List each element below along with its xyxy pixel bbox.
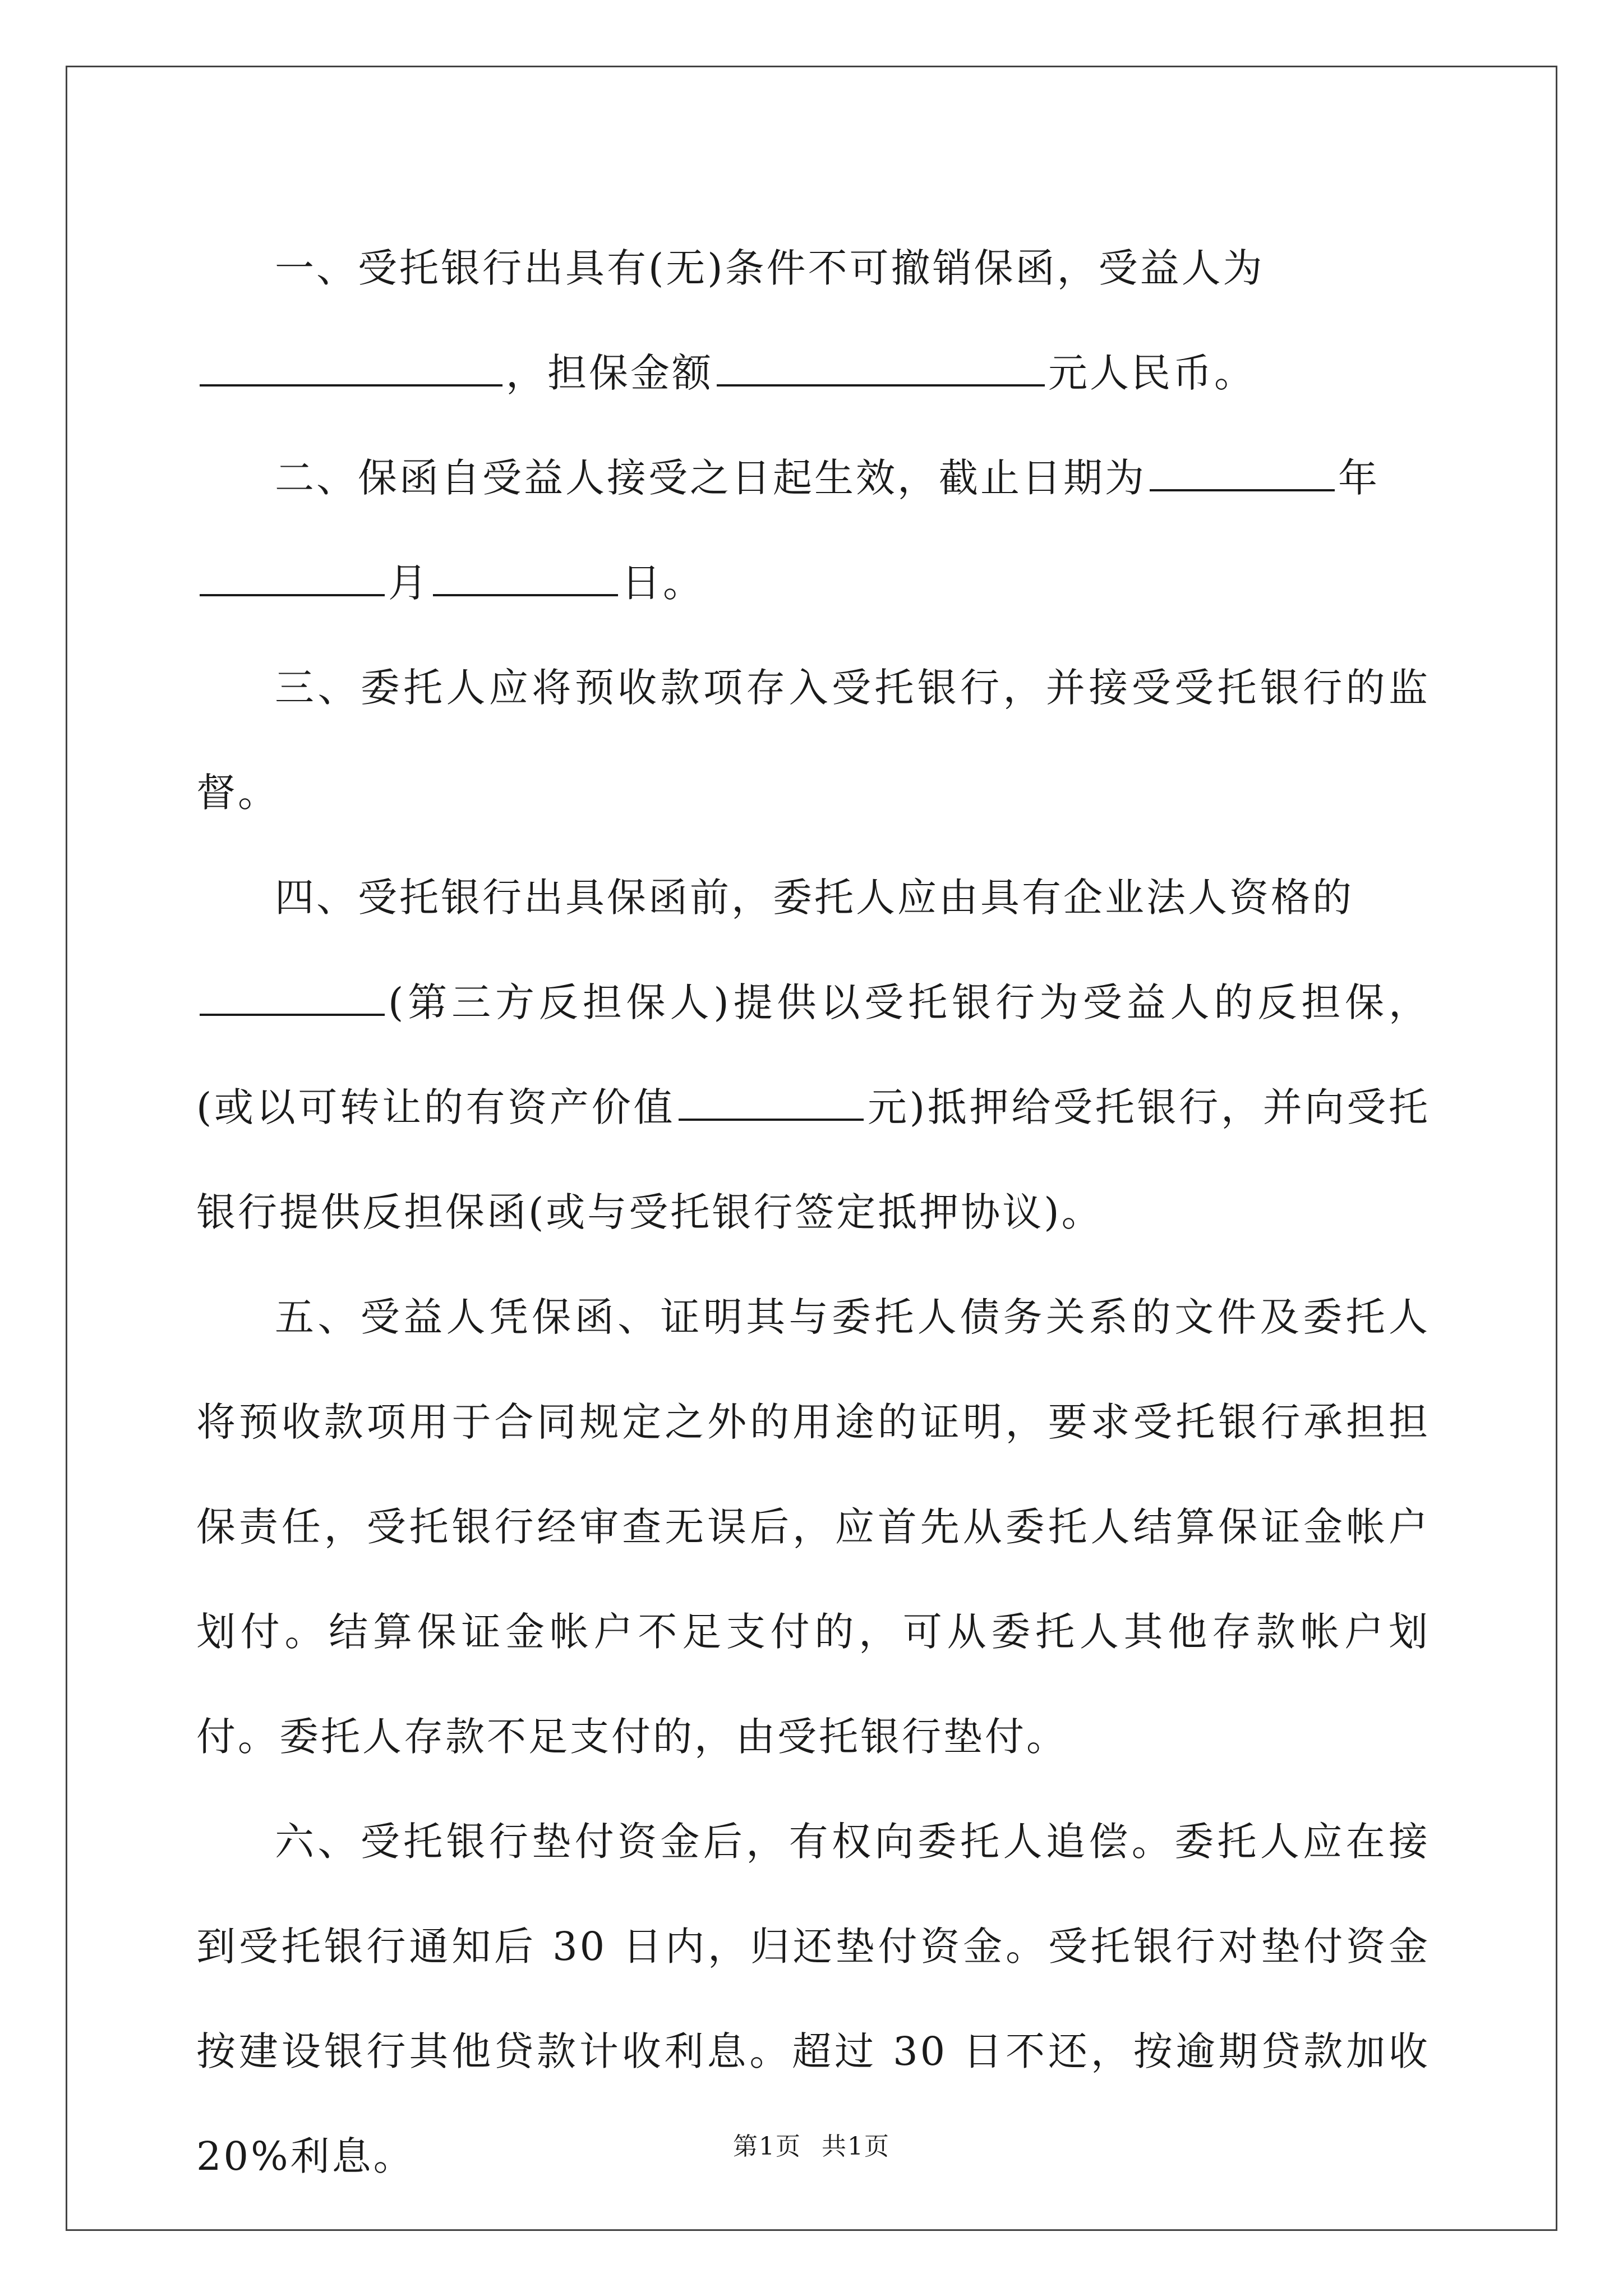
clause-3-text: 三、委托人应将预收款项存入受托银行，并接受受托银行的监督。 bbox=[196, 665, 1430, 816]
clause-4 bbox=[196, 845, 1430, 1265]
clause-4-text-b: (第三方反担保人)提供以受托银行为受益人的反担保，(或以可转让的有资产价值 bbox=[196, 979, 1430, 1130]
clause-2-text-c: 月 bbox=[388, 560, 430, 606]
clause-1 bbox=[196, 216, 1430, 426]
clause-2 bbox=[196, 426, 1430, 636]
clause-6-text: 六、受托银行垫付资金后，有权向委托人追偿。委托人应在接到受托银行通知后 30 日内，归还垫付资金。受托银行对垫付资金按建设银行其他贷款计收利息。超过 30 日不还，按逾期贷款加收 20%利息。 bbox=[196, 1819, 1430, 2179]
page-number-current: 第1页 bbox=[733, 2132, 801, 2161]
clause-4-text-c: 元)抵押给受托银行，并向受托银行提供反担保函(或与受托银行签定抵押协议)。 bbox=[196, 1084, 1431, 1235]
clause-2-text-a: 二、保函自受益人接受之日起生效，截止日期为 bbox=[275, 455, 1146, 501]
clause-5 bbox=[196, 1265, 1430, 1789]
clause-3 bbox=[196, 636, 1430, 845]
page-number-total: 共1页 bbox=[822, 2132, 890, 2161]
guarantee-amount-blank[interactable] bbox=[717, 352, 1045, 386]
clause-5-text: 五、受益人凭保函、证明其与委托人债务关系的文件及委托人将预收款项用于合同规定之外的用途的证明，要求受托银行承担担保责任，受托银行经审查无误后，应首先从委托人结算保证金帐户划付。结算保证金帐户不足支付的，可从委托人其他存款帐户划付。委托人存款不足支付的，由受托银行垫付。 bbox=[196, 1294, 1430, 1760]
beneficiary-blank[interactable] bbox=[200, 352, 502, 386]
expiry-year-blank[interactable] bbox=[1150, 457, 1335, 491]
clause-2-text-d: 日。 bbox=[621, 560, 704, 606]
clause-1-text-c: 元人民币。 bbox=[1048, 350, 1256, 396]
clause-1-text-a: 一、受托银行出具有(无)条件不可撤销保函，受益人为 bbox=[275, 245, 1265, 291]
counter-guarantor-blank[interactable] bbox=[200, 981, 385, 1016]
expiry-month-blank[interactable] bbox=[200, 562, 385, 596]
clause-2-text-b: 年 bbox=[1338, 455, 1380, 501]
page-footer bbox=[0, 2126, 1623, 2162]
clause-4-text-a: 四、受托银行出具保函前，委托人应由具有企业法人资格的 bbox=[275, 875, 1354, 921]
expiry-day-blank[interactable] bbox=[433, 562, 618, 596]
clause-1-text-b: ，担保金额 bbox=[506, 350, 713, 396]
asset-value-blank[interactable] bbox=[679, 1086, 864, 1121]
document-body bbox=[196, 216, 1430, 2209]
